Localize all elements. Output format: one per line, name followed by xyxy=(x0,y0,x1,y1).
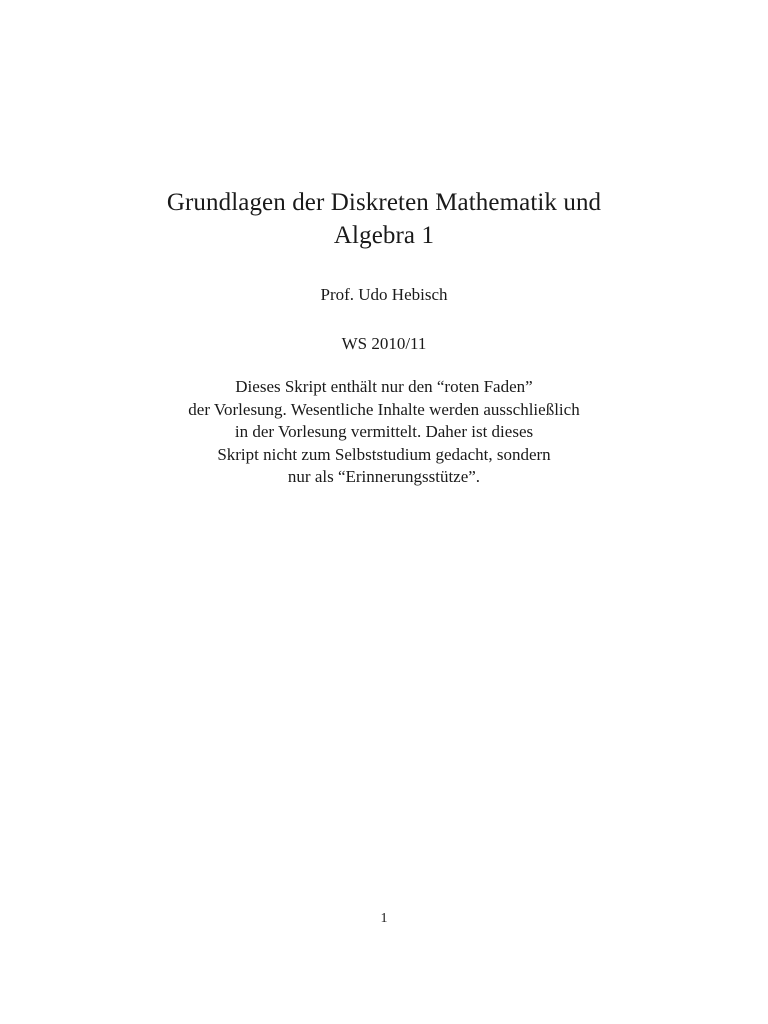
note-line: in der Vorlesung vermittelt. Daher ist dieses xyxy=(234,422,534,441)
author: Prof. Udo Hebisch xyxy=(320,285,448,304)
preface-note xyxy=(0,376,768,489)
title-line: Grundlagen der Diskreten Mathematik und xyxy=(166,189,602,216)
note-line: Dieses Skript enthält nur den “roten Faden” xyxy=(235,377,533,396)
title-line: Algebra 1 xyxy=(333,222,435,249)
note-line: nur als “Erinnerungsstütze”. xyxy=(287,467,481,486)
semester-date: WS 2010/11 xyxy=(341,334,427,353)
note-line: der Vorlesung. Wesentliche Inhalte werden ausschließlich xyxy=(188,399,580,419)
note-line: Skript nicht zum Selbststudium gedacht, sondern xyxy=(217,444,551,464)
page-number: 1 xyxy=(380,911,388,926)
document-title xyxy=(0,186,768,252)
